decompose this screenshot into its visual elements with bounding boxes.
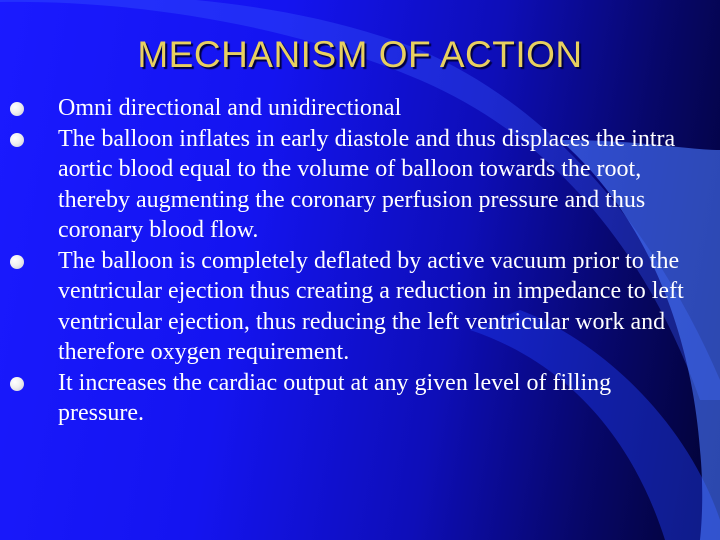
- bullet-text: It increases the cardiac output at any given level of filling pressure.: [58, 369, 612, 426]
- bullet-item: [0, 368, 720, 429]
- slide-title: MECHANISM OF ACTION: [137, 34, 583, 75]
- bullet-item: [0, 93, 720, 124]
- bullet-item: [0, 124, 720, 246]
- bullet-list: [0, 93, 720, 429]
- bullet-dot-icon: [10, 377, 24, 391]
- bullet-text: The balloon is completely deflated by active vacuum prior to the ventricular ejection thus creating a reduction in impedance to left ventricular ejection, thus reducing the left ventricular work and therefore oxygen requirement.: [58, 247, 684, 365]
- bullet-text: The balloon inflates in early diastole and thus displaces the intra aortic blood equal to the volume of balloon towards the root, thereby augmenting the coronary perfusion pressure and thus coronary blood flow.: [58, 125, 676, 243]
- bullet-dot-icon: [10, 133, 24, 147]
- bullet-item: [0, 246, 720, 368]
- bullet-text: Omni directional and unidirectional: [58, 95, 402, 121]
- bullet-dot-icon: [10, 255, 24, 269]
- bullet-dot-icon: [10, 102, 24, 116]
